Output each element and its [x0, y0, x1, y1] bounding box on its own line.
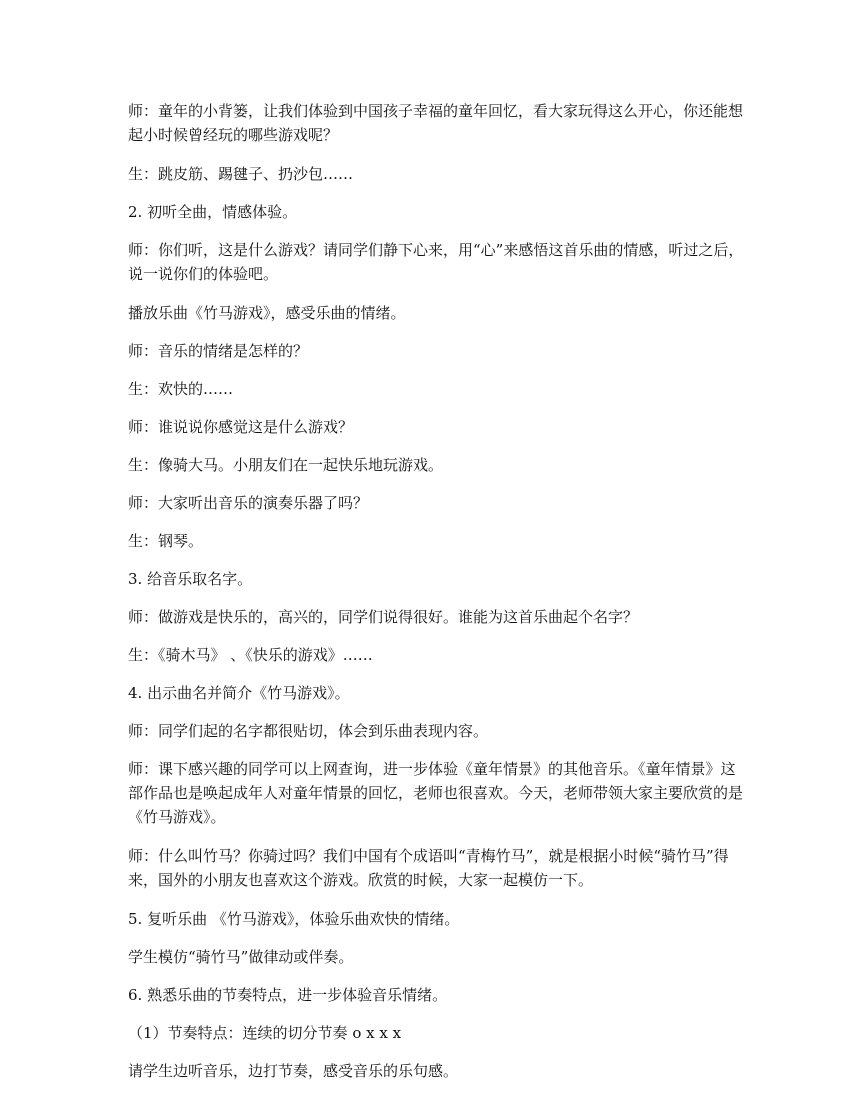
section-heading-5: 5. 复听乐曲 《竹马游戏》，体验乐曲欢快的情绪。	[128, 910, 460, 928]
paragraph-teacher-game-question: 师：谁说说你感觉这是什么游戏？	[128, 418, 354, 436]
document-body	[128, 99, 750, 1097]
paragraph-student-imitation: 学生模仿“骑竹马”做律动或伴奏。	[128, 948, 354, 966]
paragraph-student-naming-answer: 生：《骑木马》 、《快乐的游戏》……	[128, 646, 373, 664]
section-heading-4: 4. 出示曲名并简介《竹马游戏》。	[128, 684, 350, 702]
paragraph-teacher-instrument-question: 师：大家听出音乐的演奏乐器了吗？	[128, 494, 369, 512]
paragraph-student-instrument-answer: 生：钢琴。	[128, 532, 204, 550]
paragraph-teacher-naming-feedback: 师：同学们起的名字都很贴切，体会到乐曲表现内容。	[128, 722, 489, 740]
paragraph-student-game-answer: 生：像骑大马。小朋友们在一起快乐地玩游戏。	[128, 456, 444, 474]
paragraph-play-music: 播放乐曲《竹马游戏》，感受乐曲的情绪。	[128, 304, 406, 322]
paragraph-teacher-childhood-scenes: 师：课下感兴趣的同学可以上网查询，进一步体验《童年情景》的其他音乐。《童年情景》这部作品也是唤起成年人对童年情景的回忆，老师也很喜欢。今天，老师带领大家主要欣赏的是《竹马游戏》。	[128, 760, 744, 826]
paragraph-student-mood-answer: 生：欢快的……	[128, 380, 234, 398]
paragraph-teacher-mood-question: 师：音乐的情绪是怎样的？	[128, 342, 309, 360]
paragraph-teacher-question-games: 师：童年的小背篓，让我们体验到中国孩子幸福的童年回忆，看大家玩得这么开心，你还能想起小时候曾经玩的哪些游戏呢？	[128, 102, 744, 144]
paragraph-rhythm-feature: （1）节奏特点：连续的切分节奏 o x x x	[128, 1024, 402, 1042]
section-heading-2: 2. 初听全曲，情感体验。	[128, 203, 298, 221]
section-heading-6: 6. 熟悉乐曲的节奏特点，进一步体验音乐情绪。	[128, 986, 448, 1004]
paragraph-teacher-listen-prompt: 师：你们听，这是什么游戏？请同学们静下心来，用“心”来感悟这首乐曲的情感，听过之后，说一说你们的体验吧。	[128, 241, 744, 283]
paragraph-teacher-naming-question: 师：做游戏是快乐的，高兴的，同学们说得很好。谁能为这首乐曲起个名字？	[128, 608, 639, 626]
paragraph-teacher-bamboo-horse: 师：什么叫竹马？你骑过吗？我们中国有个成语叫“青梅竹马”，就是根据小时候“骑竹马”得来，国外的小朋友也喜欢这个游戏。欣赏的时候，大家一起模仿一下。	[128, 847, 729, 889]
paragraph-rhythm-activity: 请学生边听音乐，边打节奏，感受音乐的乐句感。	[128, 1062, 459, 1080]
section-heading-3: 3. 给音乐取名字。	[128, 570, 253, 588]
paragraph-student-games-answer: 生：跳皮筋、踢毽子、扔沙包……	[128, 165, 354, 183]
